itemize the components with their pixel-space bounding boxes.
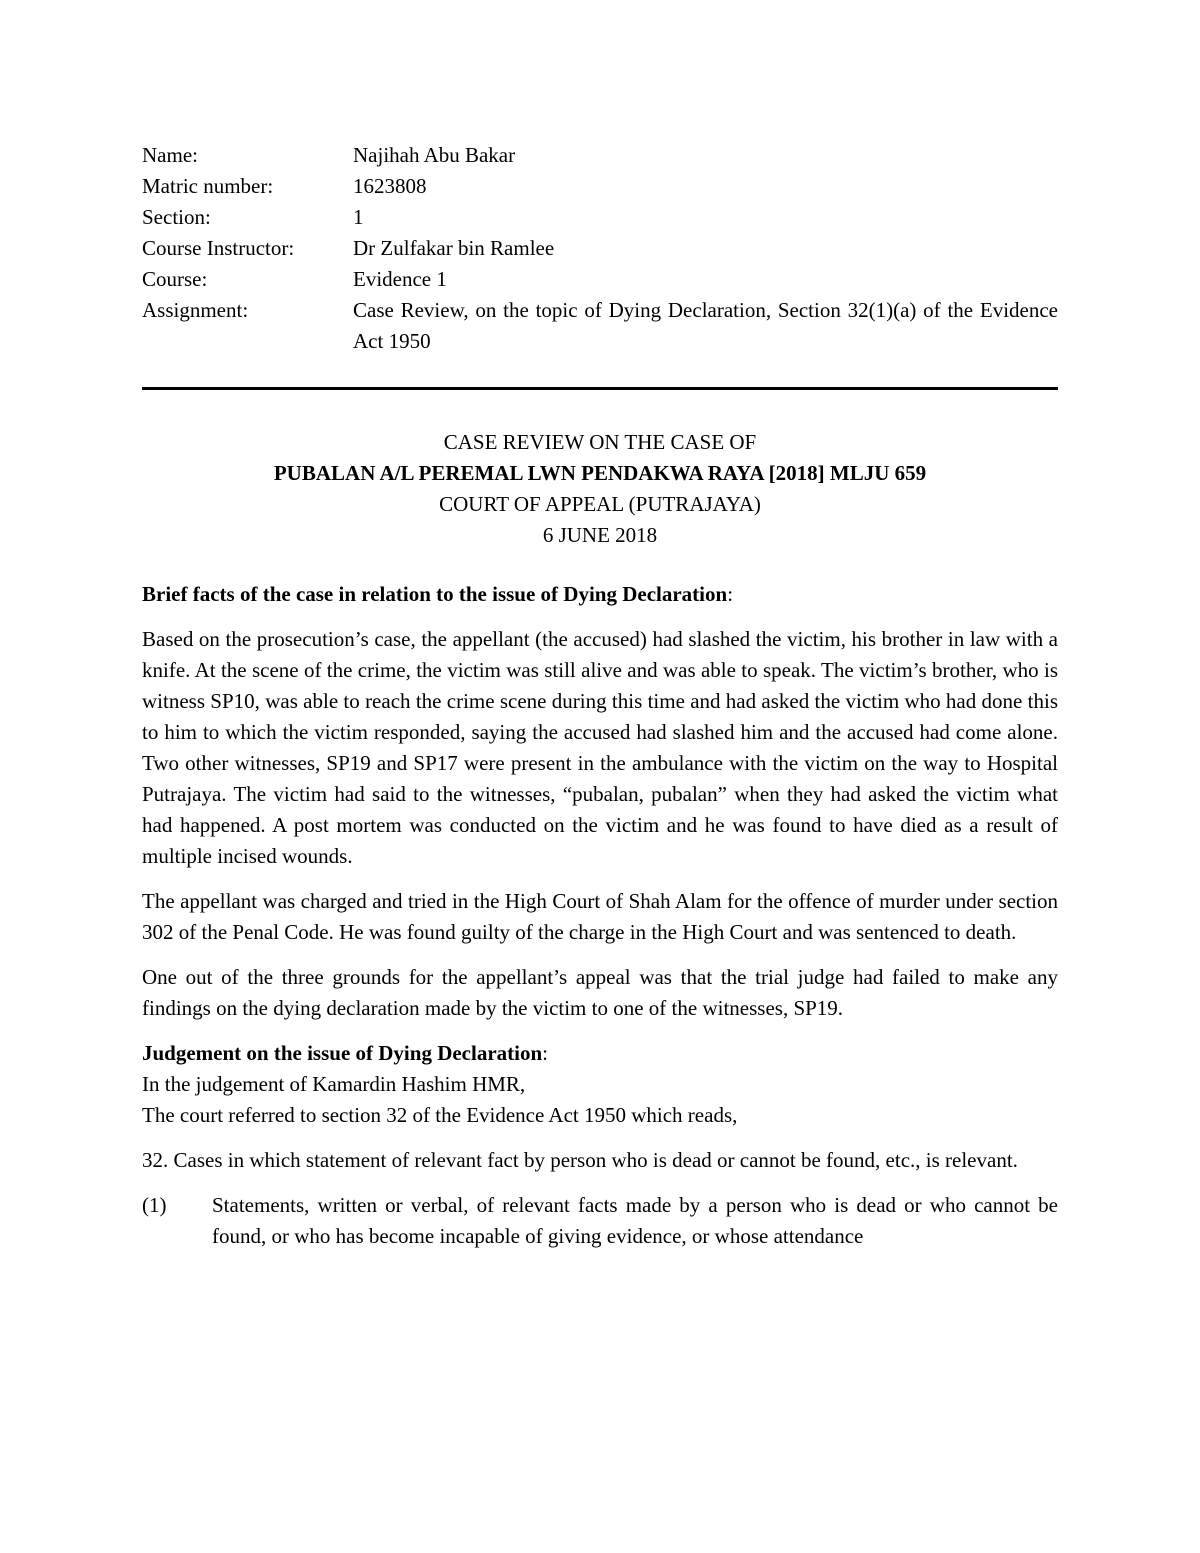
info-label: Name:: [142, 143, 198, 167]
info-row-section: [142, 202, 1058, 233]
student-info-table: [142, 140, 1058, 357]
judgement-reference: The court referred to section 32 of the Evidence Act 1950 which reads,: [142, 1103, 738, 1127]
case-date: 6 JUNE 2018: [542, 523, 658, 547]
document-page: [142, 140, 1058, 1252]
info-value: Dr Zulfakar bin Ramlee: [353, 236, 555, 260]
info-row-course: [142, 264, 1058, 295]
judgement-heading-colon: :: [542, 1041, 549, 1065]
facts-heading: [142, 579, 1058, 610]
facts-heading-text: Brief facts of the case in relation to the issue of Dying Declaration: [142, 582, 728, 606]
info-label: Matric number:: [142, 174, 274, 198]
info-value: Case Review, on the topic of Dying Declaration, Section 32(1)(a) of the Evidence Act 1950: [353, 298, 1058, 353]
subsection-number: (1): [142, 1193, 167, 1217]
case-name: PUBALAN A/L PEREMAL LWN PENDAKWA RAYA [2018] MLJU 659: [273, 461, 927, 485]
info-label: Course Instructor:: [142, 236, 295, 260]
info-value: 1623808: [353, 174, 427, 198]
info-value: Evidence 1: [353, 267, 447, 291]
info-row-instructor: [142, 233, 1058, 264]
subsection-item: [142, 1190, 1058, 1252]
info-label: Course:: [142, 267, 208, 291]
subsection-text: Statements, written or verbal, of relevant facts made by a person who is dead or who cannot be found, or who has become incapable of giving evidence, or whose attendance: [212, 1193, 1058, 1248]
info-label: Section:: [142, 205, 211, 229]
info-label: Assignment:: [142, 298, 249, 322]
court-name: COURT OF APPEAL (PUTRAJAYA): [439, 492, 761, 516]
horizontal-divider: [142, 387, 1058, 390]
facts-paragraph-3: One out of the three grounds for the appellant’s appeal was that the trial judge had failed to make any findings on the dying declaration made by the victim to one of the witnesses, SP19.: [142, 965, 1058, 1020]
facts-paragraph-2: The appellant was charged and tried in the High Court of Shah Alam for the offence of murder under section 302 of the Penal Code. He was found guilty of the charge in the High Court and was sentenced to death.: [142, 889, 1058, 944]
facts-heading-colon: :: [727, 582, 734, 606]
judgement-heading: [142, 1038, 1058, 1069]
info-value: Najihah Abu Bakar: [353, 143, 516, 167]
info-row-name: [142, 140, 1058, 171]
judgement-heading-text: Judgement on the issue of Dying Declaration: [142, 1041, 543, 1065]
section-32-heading: 32. Cases in which statement of relevant fact by person who is dead or cannot be found, etc., is relevant.: [142, 1148, 1018, 1172]
judgement-intro: In the judgement of Kamardin Hashim HMR,: [142, 1072, 526, 1096]
case-title-block: [142, 427, 1058, 551]
info-row-matric: [142, 171, 1058, 202]
info-value: 1: [353, 205, 364, 229]
case-review-label: CASE REVIEW ON THE CASE OF: [443, 430, 757, 454]
info-row-assignment: [142, 295, 1058, 357]
facts-paragraph-1: Based on the prosecution’s case, the appellant (the accused) had slashed the victim, his brother in law with a knife. At the scene of the crime, the victim was still alive and was able to speak. The victim’s brother, who is witness SP10, was able to reach the crime scene during this time and had asked the victim who had done this to him to which the victim responded, saying the accused had slashed him and the accused had come alone. Two other witnesses, SP19 and SP17 were present in the ambulance with the victim on the way to Hospital Putrajaya. The victim had said to the witnesses, “pubalan, pubalan” when they had asked the victim what had happened. A post mortem was conducted on the victim and he was found to have died as a result of multiple incised wounds.: [142, 627, 1058, 868]
